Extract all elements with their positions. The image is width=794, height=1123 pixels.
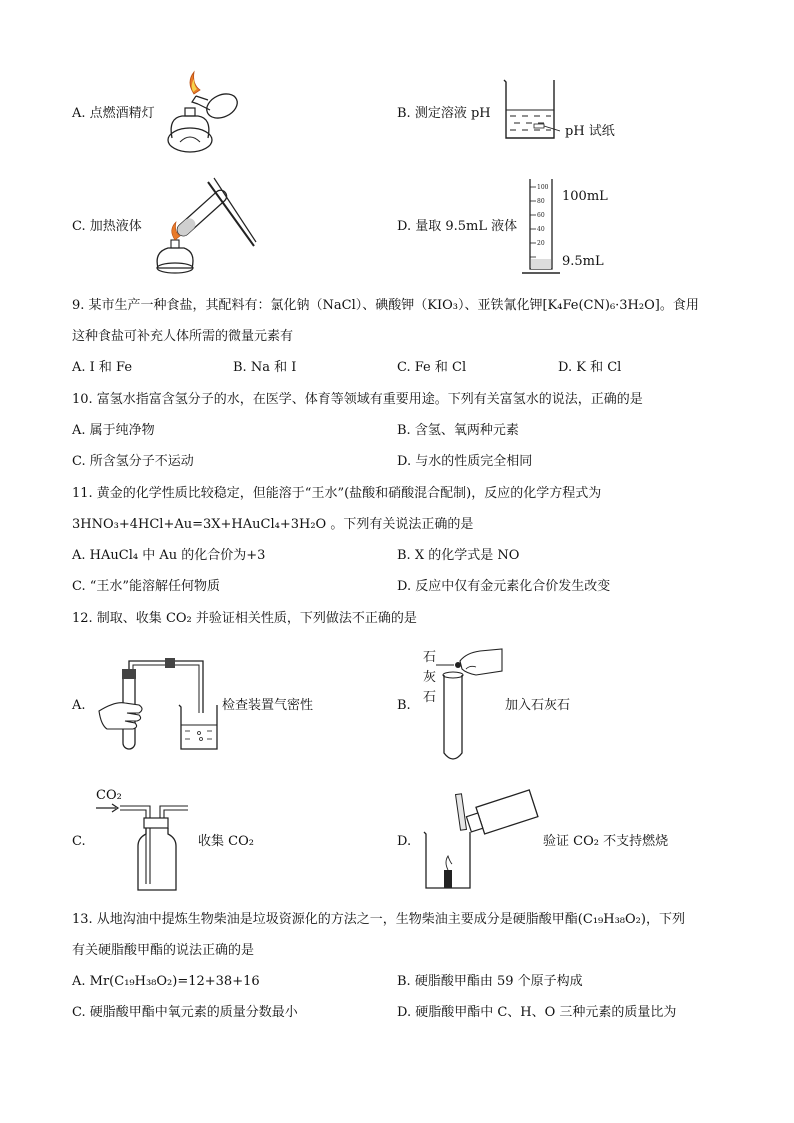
option-letter: B. xyxy=(397,106,411,121)
q9-stem-line1: 9. 某市生产一种食盐，其配料有：氯化钠（NaCl）、碘酸钾（KIO₃）、亚铁氰化钾[K₄Fe(CN)₆·3H₂O]。食用 xyxy=(72,298,699,313)
q12-option-b-text: 加入石灰石 xyxy=(505,698,571,713)
q10-option-a: A. 属于纯净物 xyxy=(72,423,155,438)
tick-label: 100 xyxy=(537,184,549,191)
q9-stem-line2: 这种食盐可补充人体所需的微量元素有 xyxy=(72,329,294,344)
cylinder-top-label: 100mL xyxy=(562,189,608,204)
stone-label-char: 石 xyxy=(423,650,437,665)
stone-label-char: 灰 xyxy=(423,670,437,685)
q11-option-b: B. X 的化学式是 NO xyxy=(397,548,520,563)
q10-option-b: B. 含氢、氧两种元素 xyxy=(397,423,519,438)
option-letter: A. xyxy=(72,106,86,121)
cylinder-bottom-label: 9.5mL xyxy=(562,254,604,269)
collect-co2-figure xyxy=(94,800,194,892)
option-text: 测定溶液 pH xyxy=(414,106,491,121)
q8-option-b xyxy=(397,105,491,123)
q13-option-c: C. 硬脂酸甲酯中氧元素的质量分数最小 xyxy=(72,1005,298,1020)
q8-option-a xyxy=(72,105,155,123)
q9-option-a: A. I 和 Fe xyxy=(72,360,133,375)
q11-stem-line2: 3HNO₃+4HCl+Au=3X+HAuCl₄+3H₂O 。下列有关说法正确的是 xyxy=(72,517,474,532)
tick-label: 60 xyxy=(537,212,545,219)
q12-option-d-text: 验证 CO₂ 不支持燃烧 xyxy=(543,834,669,849)
q12-stem: 12. 制取、收集 CO₂ 并验证相关性质，下列做法不正确的是 xyxy=(72,611,417,626)
co2-not-support-combustion-figure xyxy=(420,788,540,892)
q11-option-d: D. 反应中仅有金元素化合价发生改变 xyxy=(397,579,611,594)
heating-test-tube-figure xyxy=(148,172,260,278)
q11-option-a: A. HAuCl₄ 中 Au 的化合价为+3 xyxy=(72,548,266,563)
q11-option-c: C. “王水”能溶解任何物质 xyxy=(72,579,221,594)
q9-option-c: C. Fe 和 Cl xyxy=(397,360,467,375)
alcohol-lamp-lighting-figure xyxy=(158,70,248,158)
q13-option-b: B. 硬脂酸甲酯由 59 个原子构成 xyxy=(397,974,583,989)
tick-label: 20 xyxy=(537,240,545,247)
q12-option-a-text: 检查装置气密性 xyxy=(222,698,314,713)
stone-label xyxy=(423,648,436,708)
q8-option-c xyxy=(72,218,142,236)
tick-label: 40 xyxy=(537,226,545,233)
q13-option-a: A. Mr(C₁₉H₃₈O₂)=12+38+16 xyxy=(72,974,260,989)
option-text: 加热液体 xyxy=(89,219,142,234)
q12-option-b-letter: B. xyxy=(397,698,411,713)
q12-option-a-letter: A. xyxy=(72,698,86,713)
option-letter: D. xyxy=(397,219,412,234)
airtightness-check-figure xyxy=(95,655,220,755)
q9-option-b: B. Na 和 I xyxy=(233,360,297,375)
q11-stem-line1: 11. 黄金的化学性质比较稳定，但能溶于“王水”(盐酸和硝酸混合配制)，反应的化学方程式为 xyxy=(72,486,602,501)
option-letter: C. xyxy=(72,219,86,234)
option-text: 量取 9.5mL 液体 xyxy=(415,219,518,234)
q9-option-d: D. K 和 Cl xyxy=(558,360,622,375)
q10-stem: 10. 富氢水指富含氢分子的水，在医学、体育等领域有重要用途。下列有关富氢水的说法，正确的是 xyxy=(72,392,643,407)
q13-stem-line2: 有关硬脂酸甲酯的说法正确的是 xyxy=(72,943,255,958)
tick-label: 80 xyxy=(537,198,545,205)
q12-option-c-letter: C. xyxy=(72,834,86,849)
q12-option-d-letter: D. xyxy=(397,834,412,849)
stone-label-char: 石 xyxy=(423,690,437,705)
co2-gas-label: CO₂ xyxy=(96,788,122,803)
option-text: 点燃酒精灯 xyxy=(89,106,155,121)
q10-option-c: C. 所含氢分子不运动 xyxy=(72,454,194,469)
q13-stem-line1: 13. 从地沟油中提炼生物柴油是垃圾资源化的方法之一，生物柴油主要成分是硬脂酸甲酯(C₁₉H₃₈O₂)，下列 xyxy=(72,912,685,927)
q10-option-d: D. 与水的性质完全相同 xyxy=(397,454,533,469)
ph-paper-label: pH 试纸 xyxy=(565,124,615,139)
graduated-cylinder-figure xyxy=(520,175,560,279)
q8-option-d xyxy=(397,218,517,236)
q12-option-c-text: 收集 CO₂ xyxy=(198,834,254,849)
beaker-ph-figure xyxy=(500,76,560,142)
q13-option-d: D. 硬脂酸甲酯中 C、H、O 三种元素的质量比为 xyxy=(397,1005,677,1020)
add-limestone-figure xyxy=(436,645,506,767)
